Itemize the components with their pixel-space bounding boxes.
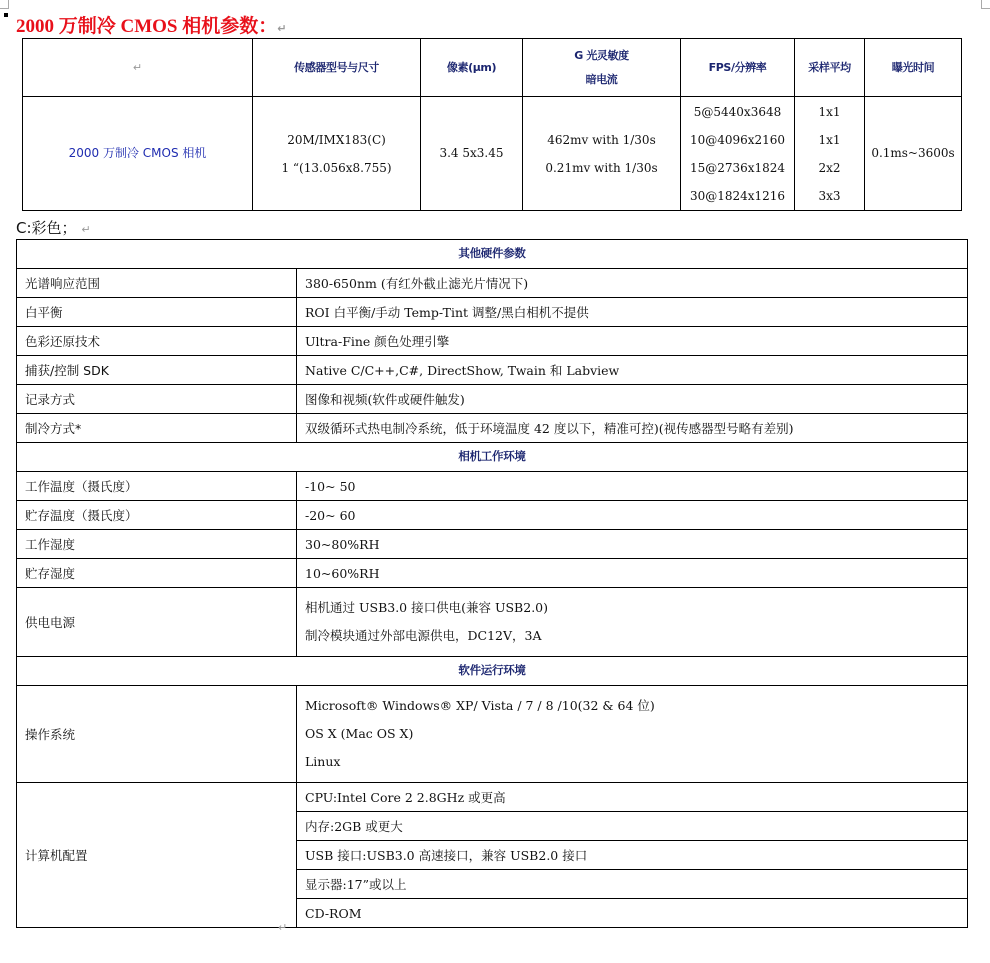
row-value-line: Microsoft® Windows® XP/ Vista / 7 / 8 /10(32 & 64 位) — [305, 698, 655, 713]
row-value-line: -10~ 50 — [305, 478, 356, 494]
row-label: 工作湿度 — [17, 530, 297, 559]
row-value-line: ROI 白平衡/手动 Temp-Tint 调整/黑白相机不提供 — [305, 304, 589, 320]
spec-exposure-time: 0.1ms~3600s — [865, 97, 962, 211]
section-title: 相机工作环境 — [17, 443, 968, 472]
table-row — [17, 356, 968, 385]
table-row — [17, 783, 968, 812]
spec-fps-cell — [681, 97, 795, 211]
row-value — [297, 298, 968, 327]
spec-fps-item: 10@4096x2160 — [689, 132, 786, 147]
row-label: 工作温度（摄氏度） — [17, 472, 297, 501]
table-row — [17, 501, 968, 530]
row-value-line: OS X (Mac OS X) — [305, 726, 414, 741]
row-value-line: 10~60%RH — [305, 565, 380, 581]
spec-header-pixel: 像素(μm) — [421, 39, 523, 97]
row-value-line: -20~ 60 — [305, 507, 356, 523]
section-header-row — [17, 240, 968, 269]
row-value-line: 双级循环式热电制冷系统，低于环境温度 42 度以下，精准可控)(视传感器型号略有差别) — [305, 420, 794, 436]
spec-header-sensor: 传感器型号与尺寸 — [253, 39, 421, 97]
section-title: 其他硬件参数 — [17, 240, 968, 269]
page-title — [16, 11, 286, 38]
spec-binning-item: 1x1 — [818, 104, 841, 119]
spec-header-sensitivity — [523, 39, 681, 97]
spec-sensor-cell — [253, 97, 421, 211]
row-value-line: 30~80%RH — [305, 536, 380, 552]
spec-binning-item: 3x3 — [818, 188, 841, 203]
row-value — [297, 588, 968, 657]
row-label: 色彩还原技术 — [17, 327, 297, 356]
spec-header-g-line1: G 光灵敏度 — [574, 49, 629, 63]
spec-binning-item: 2x2 — [818, 160, 841, 175]
row-value — [297, 327, 968, 356]
paragraph-mark-icon: ↵ — [278, 921, 288, 934]
row-value-line: 图像和视频(软件或硬件触发) — [305, 391, 465, 407]
row-value — [297, 686, 968, 783]
section-header-row — [17, 443, 968, 472]
spec-binning-cell — [795, 97, 865, 211]
row-value — [297, 472, 968, 501]
page-corner-left — [0, 0, 9, 9]
bullet-icon — [4, 13, 8, 17]
spec-header-exposure: 曝光时间 — [865, 39, 962, 97]
row-value-line: 380-650nm (有红外截止滤光片情况下) — [305, 275, 529, 291]
table-row — [17, 327, 968, 356]
table-row — [17, 298, 968, 327]
table-row — [17, 414, 968, 443]
computer-config-item: USB 接口:USB3.0 高速接口，兼容 USB2.0 接口 — [297, 841, 968, 870]
spec-pixel-size: 3.4 5x3.45 — [421, 97, 523, 211]
row-value-line: 相机通过 USB3.0 接口供电(兼容 USB2.0) — [305, 600, 548, 615]
table-row — [17, 686, 968, 783]
spec-camera-name: 2000 万制冷 CMOS 相机 — [23, 97, 253, 211]
table-row — [17, 530, 968, 559]
spec-sensor-model: 20M/IMX183(C) — [287, 132, 386, 147]
table-row — [17, 472, 968, 501]
spec-sensor-size: 1 “(13.056x8.755) — [281, 160, 392, 175]
row-value-line: 制冷模块通过外部电源供电，DC12V，3A — [305, 628, 542, 643]
spec-fps-item: 5@5440x3648 — [693, 104, 782, 119]
row-label: 计算机配置 — [17, 783, 297, 928]
paragraph-mark-icon: ↵ — [132, 61, 143, 75]
row-value — [297, 559, 968, 588]
row-value — [297, 385, 968, 414]
computer-config-item: 显示器:17”或以上 — [297, 870, 968, 899]
row-label: 捕获/控制 SDK — [17, 356, 297, 385]
row-value — [297, 269, 968, 298]
spec-g-sensitivity: 462mv with 1/30s — [547, 132, 656, 147]
paragraph-mark-icon: ↵ — [277, 22, 287, 35]
row-label: 制冷方式* — [17, 414, 297, 443]
title-text: 2000 万制冷 CMOS 相机参数： — [16, 16, 278, 37]
section-header-row — [17, 657, 968, 686]
table-row — [17, 559, 968, 588]
computer-config-item: CD-ROM — [297, 899, 968, 928]
spec-header-binning: 采样平均 — [795, 39, 865, 97]
spec-header-g-line2: 暗电流 — [585, 72, 618, 86]
row-label: 贮存温度（摄氏度） — [17, 501, 297, 530]
row-label: 操作系统 — [17, 686, 297, 783]
table-row — [17, 588, 968, 657]
spec-header-fps: FPS/分辨率 — [681, 39, 795, 97]
row-value — [297, 356, 968, 385]
computer-config-item: 内存:2GB 或更大 — [297, 812, 968, 841]
spec-binning-item: 1x1 — [818, 132, 841, 147]
row-label: 白平衡 — [17, 298, 297, 327]
row-value-line: Linux — [305, 754, 341, 769]
spec-fps-item: 15@2736x1824 — [689, 160, 786, 175]
row-value-line: Native C/C++,C#, DirectShow, Twain 和 Labview — [305, 362, 620, 378]
computer-config-item: CPU:Intel Core 2 2.8GHz 或更高 — [297, 783, 968, 812]
row-label: 记录方式 — [17, 385, 297, 414]
spec-dark-current: 0.21mv with 1/30s — [545, 160, 658, 175]
section-title: 软件运行环境 — [17, 657, 968, 686]
row-label: 光谱响应范围 — [17, 269, 297, 298]
row-value — [297, 414, 968, 443]
hardware-table — [16, 239, 968, 928]
paragraph-mark-icon: ↵ — [81, 223, 91, 236]
spec-table — [22, 38, 962, 211]
color-note: C:彩色； ↵ — [16, 219, 91, 237]
spec-header-cell — [23, 39, 253, 97]
page-corner-right — [981, 0, 990, 9]
row-label: 贮存湿度 — [17, 559, 297, 588]
row-value-line: Ultra-Fine 颜色处理引擎 — [305, 333, 450, 349]
spec-sensitivity-cell — [523, 97, 681, 211]
row-value — [297, 530, 968, 559]
spec-fps-item: 30@1824x1216 — [689, 188, 786, 203]
table-row — [17, 269, 968, 298]
row-label: 供电电源 — [17, 588, 297, 657]
row-value — [297, 501, 968, 530]
table-row — [17, 385, 968, 414]
